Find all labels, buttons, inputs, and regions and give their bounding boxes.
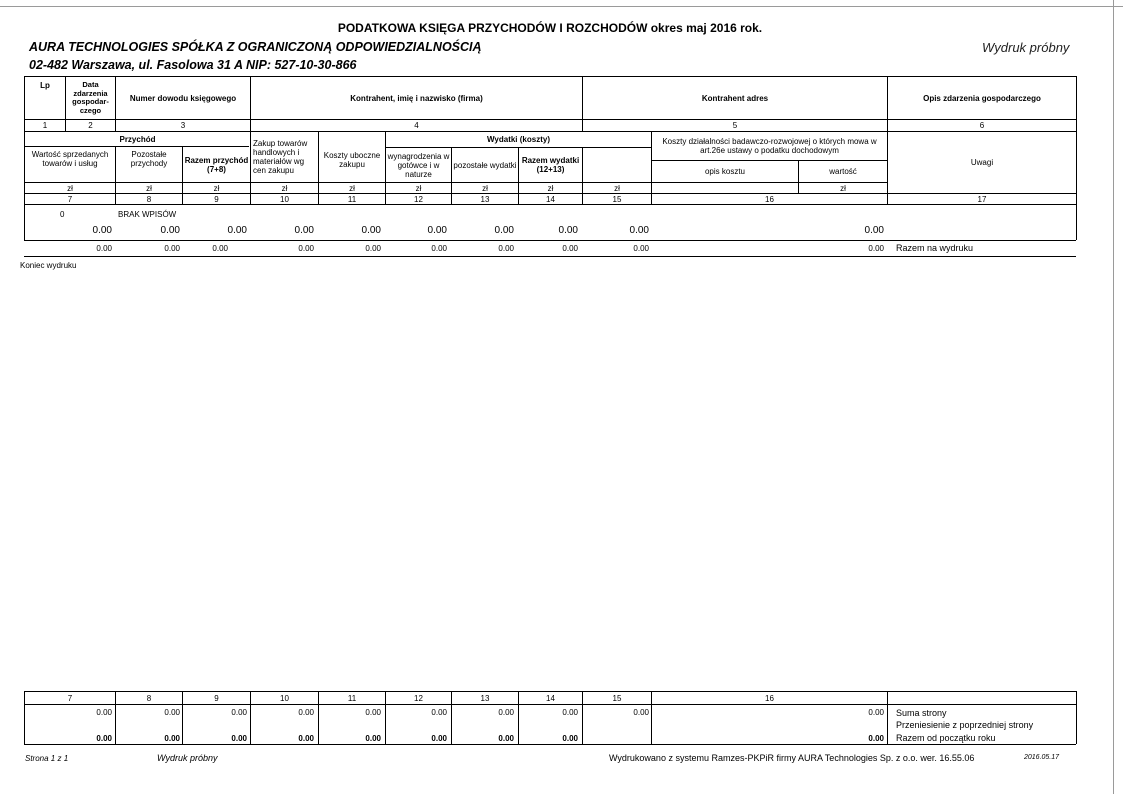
unit-label: zł bbox=[281, 183, 288, 193]
entry-value: 0.00 bbox=[494, 225, 514, 236]
year-total-value: 0.00 bbox=[96, 734, 112, 743]
page-sum-value: 0.00 bbox=[431, 708, 447, 717]
footer-proof-label: Wydruk próbny bbox=[157, 753, 218, 763]
summary-col-number: 12 bbox=[414, 693, 423, 703]
col-number: 15 bbox=[612, 194, 622, 204]
page-sum-value: 0.00 bbox=[298, 708, 314, 717]
col-wages-header: wynagrodzenia w gotówce i w naturze bbox=[387, 151, 450, 179]
printout-total-value: 0.00 bbox=[633, 244, 649, 253]
col-side-costs-header: Koszty uboczne zakupu bbox=[323, 151, 381, 169]
year-total-value: 0.00 bbox=[231, 734, 247, 743]
report-title: PODATKOWA KSIĘGA PRZYCHODÓW I ROZCHODÓW okres maj 2016 rok. bbox=[337, 21, 763, 35]
unit-label: zł bbox=[482, 183, 488, 193]
unit-label: zł bbox=[213, 183, 220, 193]
col-number: 9 bbox=[214, 194, 219, 204]
table-line bbox=[1076, 691, 1077, 744]
printout-total-value: 0.00 bbox=[298, 244, 314, 253]
summary-label-carried-over: Przeniesienie z poprzedniej strony bbox=[896, 720, 1034, 730]
printout-total-value: 0.00 bbox=[164, 244, 180, 253]
col-lp-header: Lp bbox=[40, 80, 50, 90]
year-total-value: 0.00 bbox=[365, 734, 381, 743]
col-doc-header: Numer dowodu księgowego bbox=[129, 93, 237, 103]
page-sum-value: 0.00 bbox=[96, 708, 112, 717]
printout-total-value: 0.00 bbox=[212, 244, 228, 253]
summary-label-year-total: Razem od początku roku bbox=[896, 733, 996, 743]
year-total-value: 0.00 bbox=[298, 734, 314, 743]
col-total-income-header: Razem przychód (7+8) bbox=[184, 155, 249, 174]
year-total-value: 0.00 bbox=[562, 734, 578, 743]
page-sum-value: 0.00 bbox=[164, 708, 180, 717]
page-sum-value: 0.00 bbox=[231, 708, 247, 717]
printout-total-value: 0.00 bbox=[498, 244, 514, 253]
summary-col-number: 15 bbox=[612, 693, 622, 703]
table-line bbox=[24, 256, 1076, 257]
summary-col-number: 16 bbox=[765, 693, 774, 703]
entry-value: 0.00 bbox=[629, 225, 649, 236]
entry-value: 0.00 bbox=[160, 225, 180, 236]
col-number: 10 bbox=[280, 194, 289, 204]
col-purchase-header: Zakup towarów handlowych i materiałów wg cen zakupu bbox=[253, 139, 308, 175]
summary-col-number: 11 bbox=[347, 693, 357, 703]
unit-label: zł bbox=[547, 183, 554, 193]
col-date-header: Data zdarzenia gospodar- czego bbox=[72, 80, 109, 115]
page-sum-value: 0.00 bbox=[365, 708, 381, 717]
printout-total-value: 0.00 bbox=[431, 244, 447, 253]
entry-value: 0.00 bbox=[227, 225, 247, 236]
col-address-header: Kontrahent adres bbox=[701, 93, 769, 103]
summary-col-number: 8 bbox=[146, 693, 152, 703]
company-address: 02-482 Warszawa, ul. Fasolowa 31 A NIP: 527-10-30-866 bbox=[29, 58, 357, 72]
year-total-value: 0.00 bbox=[431, 734, 447, 743]
col-other-expenses-header: pozostałe wydatki bbox=[453, 160, 517, 170]
col-number: 11 bbox=[347, 194, 357, 204]
col-contractor-header: Kontrahent, imię i nazwisko (firma) bbox=[350, 93, 483, 103]
col-rd-costs-header: Koszty działalności badawczo-rozwojowej o których mowa w art.26e ustawy o podatku dochodowym bbox=[662, 137, 877, 155]
printout-total-value: 0.00 bbox=[96, 244, 112, 253]
unit-label: zł bbox=[415, 183, 422, 193]
footer-date: 2016.05.17 bbox=[1024, 754, 1060, 761]
unit-label: zł bbox=[840, 183, 846, 193]
entry-text: BRAK WPISÓW bbox=[118, 210, 177, 219]
year-total-value: 0.00 bbox=[498, 734, 514, 743]
page-right-border bbox=[1113, 0, 1114, 794]
summary-col-number: 14 bbox=[546, 693, 555, 703]
col-number: 1 bbox=[42, 121, 48, 130]
col-description-header: Opis zdarzenia gospodarczego bbox=[923, 93, 1041, 103]
printout-total-label: Razem na wydruku bbox=[896, 243, 974, 253]
summary-label-page-sum: Suma strony bbox=[896, 708, 947, 718]
col-number: 14 bbox=[546, 194, 555, 204]
year-total-value: 0.00 bbox=[868, 734, 884, 743]
col-number: 17 bbox=[977, 194, 987, 204]
col-number: 4 bbox=[414, 121, 419, 130]
col-number: 8 bbox=[146, 194, 152, 204]
unit-label: zł bbox=[67, 183, 73, 193]
col-number: 16 bbox=[765, 194, 774, 204]
page-top-border bbox=[0, 6, 1123, 7]
entry-value: 0.00 bbox=[558, 225, 578, 236]
entry-value: 0.00 bbox=[294, 225, 314, 236]
entry-value: 0.00 bbox=[864, 225, 884, 236]
summary-col-number: 9 bbox=[214, 693, 219, 703]
col-number: 7 bbox=[67, 194, 73, 204]
footer-page-number: Strona 1 z 1 bbox=[25, 754, 69, 763]
col-other-income-header: Pozostałe przychody bbox=[130, 150, 168, 168]
page-sum-value: 0.00 bbox=[868, 708, 884, 717]
col-number: 6 bbox=[979, 121, 985, 130]
summary-col-number: 7 bbox=[67, 693, 73, 703]
entry-value: 0.00 bbox=[361, 225, 381, 236]
col-number: 2 bbox=[88, 121, 93, 130]
unit-label: zł bbox=[146, 183, 152, 193]
footer-system-info: Wydrukowano z systemu Ramzes-PKPiR firmy AURA Technologies Sp. z o.o. wer. 16.55.06 bbox=[609, 753, 975, 763]
entry-value: 0.00 bbox=[92, 225, 112, 236]
table-line bbox=[1076, 76, 1077, 240]
unit-label: zł bbox=[614, 183, 620, 193]
col-number: 12 bbox=[414, 194, 423, 204]
col-remarks-header: Uwagi bbox=[970, 158, 994, 167]
printout-total-value: 0.00 bbox=[365, 244, 381, 253]
printout-total-value: 0.00 bbox=[868, 244, 884, 253]
col-cost-value-header: wartość bbox=[829, 167, 857, 176]
printout-total-value: 0.00 bbox=[562, 244, 578, 253]
table-line bbox=[887, 691, 888, 744]
unit-label: zł bbox=[349, 183, 355, 193]
table-line bbox=[24, 744, 1076, 745]
company-name: AURA TECHNOLOGIES SPÓŁKA Z OGRANICZONĄ ODPOWIEDZIALNOŚCIĄ bbox=[29, 40, 482, 54]
table-line bbox=[24, 204, 1076, 205]
page-sum-value: 0.00 bbox=[498, 708, 514, 717]
income-group-header: Przychód bbox=[119, 134, 156, 144]
entry-value: 0.00 bbox=[427, 225, 447, 236]
end-of-printout: Koniec wydruku bbox=[20, 261, 77, 270]
col-number: 5 bbox=[732, 121, 738, 130]
col-total-expenses-header: Razem wydatki (12+13) bbox=[521, 156, 580, 174]
proof-label: Wydruk próbny bbox=[982, 40, 1070, 55]
col-number: 13 bbox=[480, 194, 490, 204]
summary-col-number: 10 bbox=[280, 693, 289, 703]
year-total-value: 0.00 bbox=[164, 734, 180, 743]
col-number: 3 bbox=[180, 121, 186, 130]
col-cost-desc-header: opis kosztu bbox=[704, 167, 746, 176]
page-sum-value: 0.00 bbox=[633, 708, 649, 717]
expenses-group-header: Wydatki (koszty) bbox=[487, 135, 550, 144]
summary-col-number: 13 bbox=[480, 693, 490, 703]
page-sum-value: 0.00 bbox=[562, 708, 578, 717]
table-line bbox=[24, 240, 1076, 241]
col-sales-header: Wartość sprzedanych towarów i usług bbox=[31, 150, 109, 168]
entry-lp: 0 bbox=[60, 210, 65, 219]
